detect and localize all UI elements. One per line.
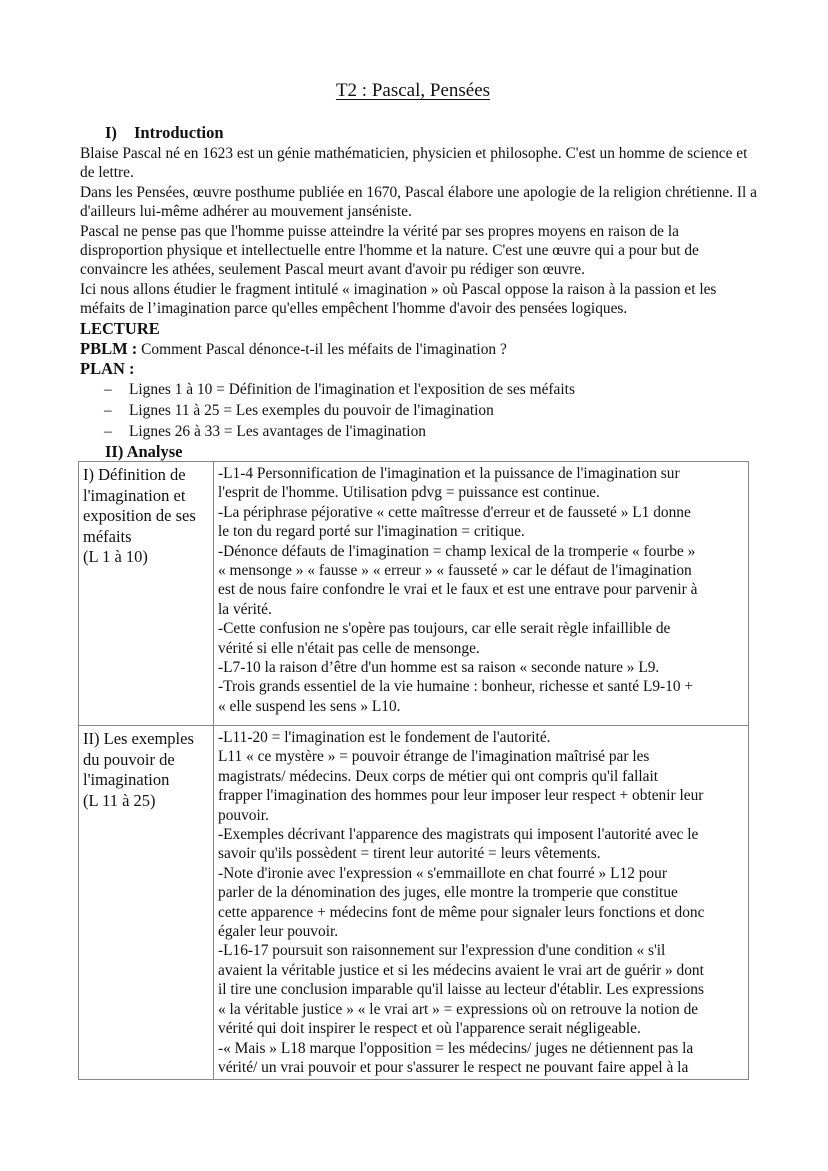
page-title: T2 : Pascal, Pensées bbox=[335, 80, 491, 101]
document-body bbox=[80, 120, 760, 462]
table-row bbox=[79, 462, 749, 726]
analysis-cell: -L11-20 = l'imagination est le fondement de l'autorité. L11 « ce mystère » = pouvoir étrange de l'imagination maîtrisé par les magistrats/ médecins. Deux corps de métier qui ont compris qu'il fallait frapper l'imagination des hommes pour leur imposer leur respect + obtenir leur pouvoir. -Exemples décrivant l'apparence des magistrats qui imposent l'autorité avec le savoir qu'ils possèdent = tirent leur autorité = leurs vêtements. -Note d'ironie avec l'expression « s'emmaillote en chat fourré » L12 pour parler de la dénomination des juges, elle montre la tromperie que constitue cette apparence + médecins font de même pour signaler leurs fonctions et donc égaler leur pouvoir. -L16-17 poursuit son raisonnement sur l'expression d'une condition « s'il avaient la véritable justice et si les médecins avaient le vrai art de guérir » dont il tire une conclusion imparable qu'il laisse au lecteur d'établir. Les expressions « la véritable justice » « le vrai art » = expressions où on retrouve la notion de vérité qui doit inspirer le respect et où l'apparence serait négligeable. -« Mais » L18 marque l'opposition = les médecins/ juges ne détiennent pas la vérité/ un vrai pouvoir et pour s'assurer le respect ne pouvant faire appel à la bbox=[214, 726, 749, 1080]
plan-list bbox=[80, 379, 760, 442]
section-number: II) bbox=[105, 442, 124, 462]
lecture-label: LECTURE bbox=[80, 318, 160, 338]
intro-paragraph: Pascal ne pense pas que l'homme puisse atteindre la vérité par ses propres moyens en raison de la disproportion physique et intellectuelle entre l'homme et la nature. C'est une œuvre qui a pour but de convaincre les athées, seulement Pascal meurt avant d'avoir pu rédiger son œuvre. bbox=[80, 222, 699, 279]
pblm-text: Comment Pascal dénonce-t-il les méfaits de l'imagination ? bbox=[137, 340, 507, 358]
section-heading-analyse bbox=[80, 442, 760, 462]
section-title: Introduction bbox=[134, 123, 224, 142]
table-row bbox=[79, 726, 749, 1080]
section-title: Analyse bbox=[126, 442, 183, 462]
intro-paragraph: Dans les Pensées, œuvre posthume publiée en 1670, Pascal élabore une apologie de la religion chrétienne. Il a d'ailleurs lui-même adhérer au mouvement janséniste. bbox=[80, 183, 757, 221]
dash-bullet-icon: – bbox=[104, 381, 112, 399]
dash-bullet-icon: – bbox=[104, 402, 112, 420]
plan-item: – Lignes 26 à 33 = Les avantages de l'imagination bbox=[104, 423, 426, 441]
intro-paragraph: Ici nous allons étudier le fragment intitulé « imagination » où Pascal oppose la raison à la passion et les méfaits de l’imagination parce qu'elles empêchent l'homme d'avoir des pensées logiques. bbox=[80, 280, 717, 318]
plan-label: PLAN : bbox=[80, 359, 135, 379]
plan-item: – Lignes 1 à 10 = Définition de l'imagination et l'exposition de ses méfaits bbox=[104, 381, 575, 399]
analysis-cell: -L1-4 Personnification de l'imagination et la puissance de l'imagination sur l'esprit de l'homme. Utilisation pdvg = puissance est continue. -La périphrase péjorative « cette maîtresse d'erreur et de fausseté » L1 donne le ton du regard porté sur l'imagination = critique. -Dénonce défauts de l'imagination = champ lexical de la tromperie « fourbe » « mensonge » « fausse » « erreur » « fausseté » car le défaut de l'imagination est de nous faire confondre le vrai et le faux et est une entrave pour parvenir à la vérité. -Cette confusion ne s'opère pas toujours, car elle serait règle infaillible de vérité si elle n'était pas celle de mensonge. -L7-10 la raison d’être d'un homme est sa raison « seconde nature » L9. -Trois grands essentiel de la vie humaine : bonheur, richesse et santé L9-10 + « elle suspend les sens » L10. bbox=[214, 462, 749, 726]
analysis-table bbox=[78, 461, 749, 1080]
pblm-label: PBLM : bbox=[80, 338, 138, 358]
plan-item: – Lignes 11 à 25 = Les exemples du pouvoir de l'imagination bbox=[104, 402, 494, 420]
section-number: I) bbox=[105, 123, 117, 142]
intro-paragraph: Blaise Pascal né en 1623 est un génie mathématicien, physicien et philosophe. C'est un homme de science et de lettre. bbox=[80, 145, 748, 182]
section-cell: II) Les exemples du pouvoir de l'imagination (L 11 à 25) bbox=[79, 726, 214, 1080]
section-heading-introduction bbox=[80, 122, 760, 144]
section-cell: I) Définition de l'imagination et exposition de ses méfaits (L 1 à 10) bbox=[79, 462, 214, 726]
dash-bullet-icon: – bbox=[104, 423, 112, 441]
problematique bbox=[80, 339, 760, 359]
